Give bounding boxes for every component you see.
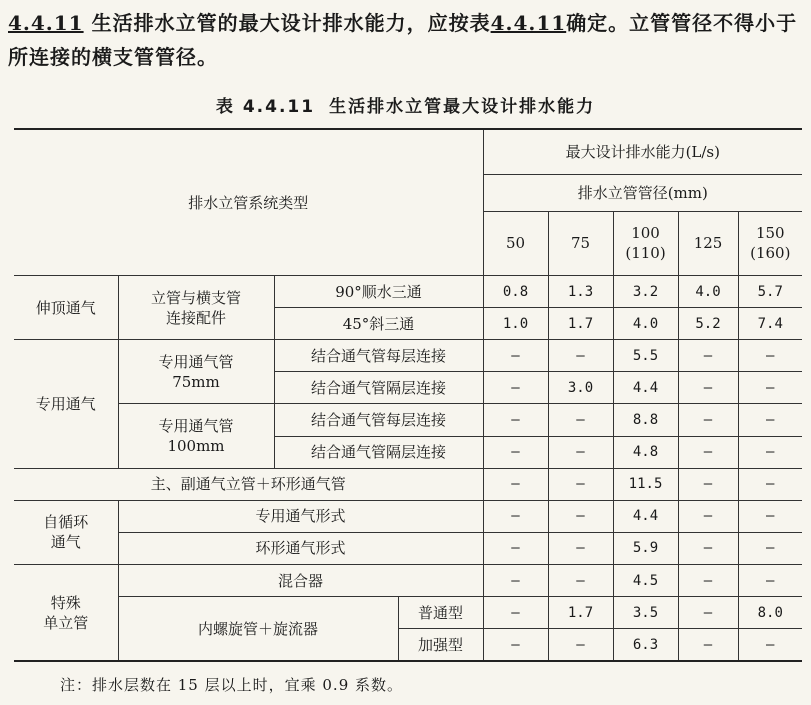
group-top-vent: 伸顶通气 [14,276,118,340]
table-cell: — [548,468,613,500]
table-cell: 4.0 [678,276,738,308]
row-label: 结合通气管隔层连接 [274,372,483,404]
table-cell: — [678,468,738,500]
table-cell: 0.8 [483,276,548,308]
table-cell: 1.0 [483,308,548,340]
table-cell: 8.8 [613,404,678,436]
table-cell: 11.5 [613,468,678,500]
diameter-125: 125 [678,211,738,275]
table-cell: — [548,565,613,597]
diameter-100: 100 (110) [613,211,678,275]
table-cell: 3.2 [613,276,678,308]
table-cell: — [738,468,802,500]
table-cell: — [483,532,548,564]
table-cell: — [483,436,548,468]
table-cell: 4.8 [613,436,678,468]
table-cell: — [738,404,802,436]
row-label: 专用通气形式 [118,500,483,532]
row-label: 加强型 [398,629,483,661]
table-cell: 5.5 [613,340,678,372]
table-cell: — [483,468,548,500]
row-label: 主、副通气立管＋环形通气管 [14,468,483,500]
table-cell: — [548,404,613,436]
clause-paragraph [8,6,808,74]
table-cell: — [738,629,802,661]
col-type-header: 排水立管系统类型 [14,129,483,276]
table-cell: — [678,565,738,597]
diameter-50: 50 [483,211,548,275]
table-cell: — [738,340,802,372]
table-cell: 4.4 [613,500,678,532]
table-cell: 3.0 [548,372,613,404]
table-cell: — [738,500,802,532]
table-cell: 5.2 [678,308,738,340]
table-cell: 4.5 [613,565,678,597]
table-cell: — [738,532,802,564]
table-cell: 1.7 [548,308,613,340]
row-label: 45°斜三通 [274,308,483,340]
table-cell: — [678,532,738,564]
caption-title: 生活排水立管最大设计排水能力 [329,97,596,117]
caption-number: 表 4.4.11 [215,97,316,117]
table-cell: 6.3 [613,629,678,661]
table-cell: — [483,597,548,629]
row-label: 结合通气管隔层连接 [274,436,483,468]
clause-table-ref: 4.4.11 [490,11,567,35]
table-cell: — [483,372,548,404]
diameter-150: 150 (160) [738,211,802,275]
table-cell: — [738,565,802,597]
table-cell: 7.4 [738,308,802,340]
table-cell: — [483,565,548,597]
subgroup-swirl: 内螺旋管＋旋流器 [118,597,398,661]
row-label: 普通型 [398,597,483,629]
capacity-table [14,128,802,662]
table-cell: — [483,404,548,436]
table-cell: 4.0 [613,308,678,340]
table-cell: 8.0 [738,597,802,629]
table-cell: 1.7 [548,597,613,629]
diameter-header: 排水立管管径(mm) [483,174,802,211]
group-special-single-stack: 特殊 单立管 [14,565,118,662]
table-cell: 3.5 [613,597,678,629]
table-cell: — [483,629,548,661]
table-cell: 1.3 [548,276,613,308]
row-label: 混合器 [118,565,483,597]
group-dedicated-vent: 专用通气 [14,340,118,468]
table-cell: — [483,500,548,532]
subgroup-fitting: 立管与横支管 连接配件 [118,276,274,340]
table-caption [0,92,811,117]
subgroup-vent100: 专用通气管 100mm [118,404,274,468]
table-cell: — [678,436,738,468]
row-label: 结合通气管每层连接 [274,340,483,372]
clause-text-b: 确定。立管管径不得小于所连接的横支管管径。 [8,11,798,69]
table-cell: — [548,436,613,468]
table-cell: — [738,436,802,468]
table-note: 注：排水层数在 15 层以上时，宜乘 0.9 系数。 [60,676,404,694]
table-cell: 5.7 [738,276,802,308]
table-cell: — [678,629,738,661]
clause-number: 4.4.11 [8,11,84,35]
table-cell: — [678,404,738,436]
table-cell: — [483,340,548,372]
table-cell: 4.4 [613,372,678,404]
table-cell: — [678,500,738,532]
table-cell: — [678,372,738,404]
table-cell: — [678,597,738,629]
table-cell: — [548,532,613,564]
row-label: 环形通气形式 [118,532,483,564]
capacity-header: 最大设计排水能力(L/s) [483,129,802,174]
row-label: 结合通气管每层连接 [274,404,483,436]
table-cell: — [738,372,802,404]
table-cell: — [548,629,613,661]
table-cell: 5.9 [613,532,678,564]
table-cell: — [678,340,738,372]
diameter-75: 75 [548,211,613,275]
table-cell: — [548,500,613,532]
table-cell: — [548,340,613,372]
subgroup-vent75: 专用通气管 75mm [118,340,274,404]
row-label: 90°顺水三通 [274,276,483,308]
group-self-circulation: 自循环 通气 [14,500,118,564]
clause-text-a: 生活排水立管的最大设计排水能力，应按表 [91,11,491,35]
